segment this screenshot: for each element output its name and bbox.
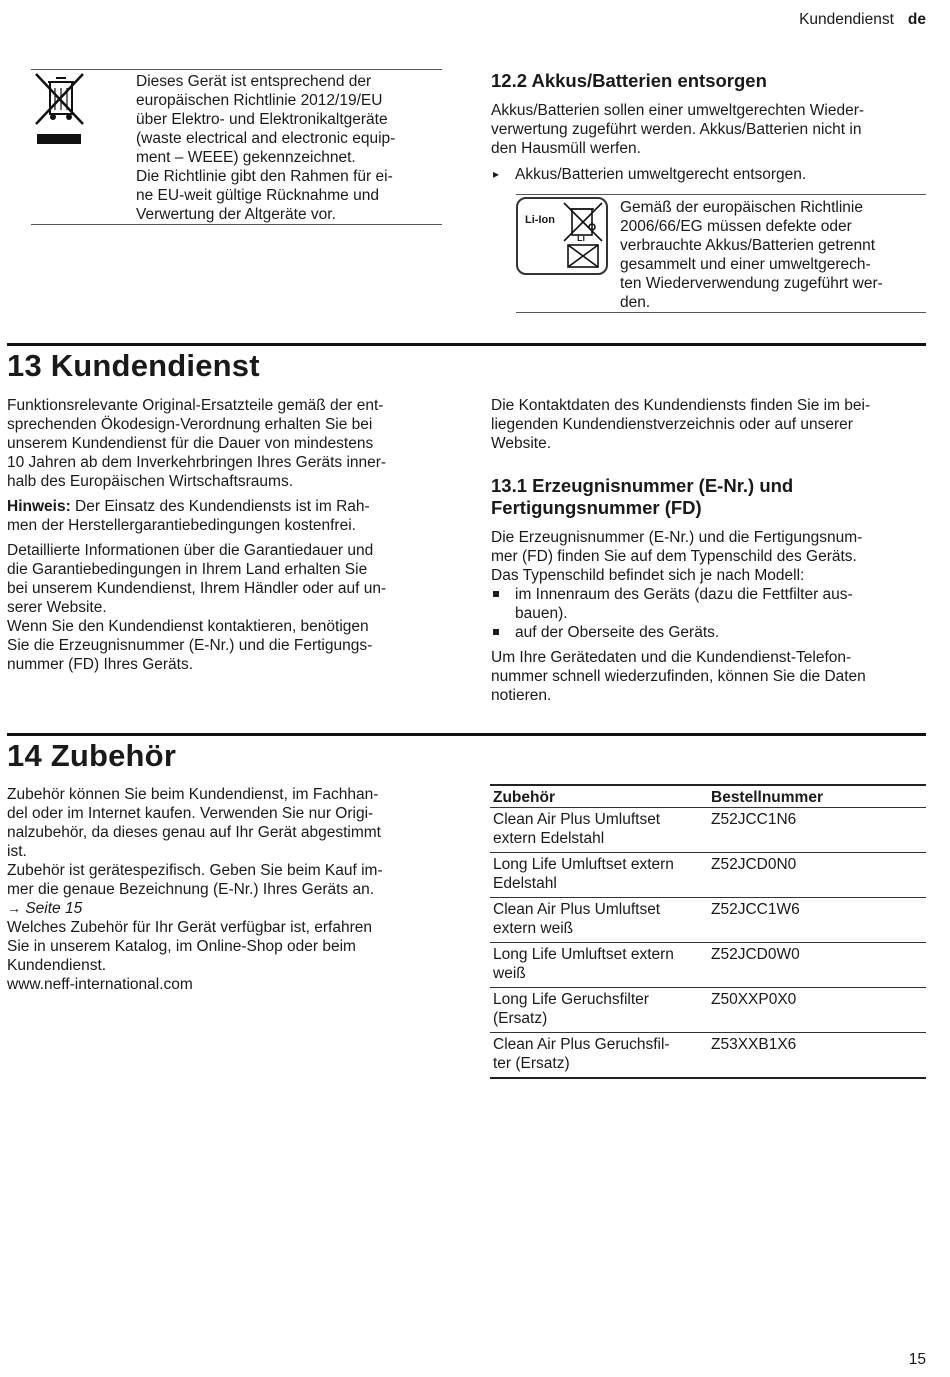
intro-line: verwertung zugeführt werden. Akkus/Batterien nicht in bbox=[491, 121, 862, 138]
order-number-cell: Z52JCC1N6 bbox=[708, 807, 926, 852]
battery-box-text bbox=[620, 198, 926, 312]
text-line: serer Website. bbox=[7, 599, 107, 616]
table-row bbox=[490, 897, 926, 942]
table-row bbox=[490, 807, 926, 852]
title-line: Fertigungsnummer (FD) bbox=[491, 497, 702, 518]
weee-bottom-rule bbox=[31, 224, 442, 225]
page-reference-link[interactable] bbox=[7, 899, 443, 918]
name-line: Long Life Geruchsfilter bbox=[493, 990, 649, 1008]
text-line: nalzubehör, da dieses genau auf Ihr Gerät abgestimmt bbox=[7, 824, 381, 841]
name-line: Clean Air Plus Geruchsfil- bbox=[493, 1035, 670, 1053]
order-number-cell: Z50XXP0X0 bbox=[708, 987, 926, 1032]
text-line: notieren. bbox=[491, 687, 552, 704]
accessories-table bbox=[490, 784, 926, 1079]
name-line: extern Edelstahl bbox=[493, 829, 605, 847]
text-line: Das Typenschild befindet sich je nach Modell: bbox=[491, 567, 805, 584]
section-13-left-column bbox=[7, 396, 443, 674]
text-line: im Innenraum des Geräts (dazu die Fettfilter aus- bbox=[515, 586, 853, 603]
text-line: Zubehör können Sie beim Kundendienst, im Fachhan- bbox=[7, 786, 379, 803]
text-line: nummer schnell wiederzufinden, können Sie die Daten bbox=[491, 668, 866, 685]
notes-paragraph bbox=[491, 648, 927, 705]
accessory-name-cell bbox=[490, 942, 708, 987]
accessory-name-cell bbox=[490, 1032, 708, 1078]
website-link[interactable]: www.neff-international.com bbox=[7, 976, 193, 993]
contact-paragraph bbox=[491, 396, 927, 453]
text-line: Sie in unserem Katalog, im Online-Shop oder beim bbox=[7, 938, 356, 955]
order-number-cell: Z52JCC1W6 bbox=[708, 897, 926, 942]
page-number: 15 bbox=[908, 1351, 926, 1368]
weee-line: (waste electrical and electronic equip- bbox=[136, 130, 396, 147]
type-plate-bullet bbox=[491, 585, 927, 623]
weee-bin-icon bbox=[31, 72, 87, 146]
table-row bbox=[490, 987, 926, 1032]
text-line: mer (FD) finden Sie auf dem Typenschild des Geräts. bbox=[491, 548, 857, 565]
section-12-2-title: 12.2 Akkus/Batterien entsorgen bbox=[491, 70, 767, 91]
table-row bbox=[490, 942, 926, 987]
title-line: 13.1 Erzeugnisnummer (E-Nr.) und bbox=[491, 475, 794, 496]
name-line: Long Life Umluftset extern bbox=[493, 855, 674, 873]
text-line: ist. bbox=[7, 843, 27, 860]
accessory-name-cell bbox=[490, 852, 708, 897]
box-line: den. bbox=[620, 294, 651, 311]
table-row bbox=[490, 1032, 926, 1078]
section-14-text bbox=[7, 785, 443, 994]
table-row bbox=[490, 852, 926, 897]
battery-box-top-rule bbox=[516, 194, 926, 195]
battery-box-bottom-rule bbox=[516, 312, 926, 313]
weee-line: ment – WEEE) gekennzeichnet. bbox=[136, 149, 356, 166]
weee-line: Verwertung der Altgeräte vor. bbox=[136, 206, 336, 223]
spare-parts-paragraph bbox=[7, 396, 443, 491]
text-line: sprechenden Ökodesign-Verordnung erhalten Sie bei bbox=[7, 416, 373, 433]
li-ion-battery-icon bbox=[516, 197, 608, 275]
name-line: Long Life Umluftset extern bbox=[493, 945, 674, 963]
text-line: Welches Zubehör für Ihr Gerät verfügbar ist, erfahren bbox=[7, 919, 372, 936]
warranty-paragraph bbox=[7, 541, 443, 674]
weee-line: ne EU-weit gültige Rücknahme und bbox=[136, 187, 379, 204]
accessory-name-cell bbox=[490, 987, 708, 1032]
text-line: Funktionsrelevante Original-Ersatzteile gemäß der ent- bbox=[7, 397, 384, 414]
column-header-accessory: Zubehör bbox=[490, 785, 708, 807]
box-line: ten Wiederverwendung zugeführt wer- bbox=[620, 275, 883, 292]
text-line: Um Ihre Gerätedaten und die Kundendienst-Telefon- bbox=[491, 649, 852, 666]
accessory-name-cell bbox=[490, 897, 708, 942]
text-line: del oder im Internet kaufen. Verwenden Sie nur Origi- bbox=[7, 805, 374, 822]
page-reference-text: Seite 15 bbox=[25, 900, 83, 917]
text-line: bauen). bbox=[515, 605, 568, 622]
weee-line: über Elektro- und Elektronikaltgeräte bbox=[136, 111, 388, 128]
name-line: extern weiß bbox=[493, 919, 574, 937]
text-line: Sie die Erzeugnisnummer (E-Nr.) und die Fertigungs- bbox=[7, 637, 373, 654]
text-line: nummer (FD) Ihres Geräts. bbox=[7, 656, 194, 673]
weee-line: Die Richtlinie gibt den Rahmen für ei- bbox=[136, 168, 393, 185]
text-line: Zubehör ist gerätespezifisch. Geben Sie beim Kauf im- bbox=[7, 862, 383, 879]
weee-line: europäischen Richtlinie 2012/19/EU bbox=[136, 92, 383, 109]
section-14-title: 14 Zubehör bbox=[7, 738, 177, 773]
text-line: Die Erzeugnisnummer (E-Nr.) und die Fertigungsnum- bbox=[491, 529, 863, 546]
text-line: die Garantiebedingungen in Ihrem Land erhalten Sie bbox=[7, 561, 368, 578]
note-paragraph bbox=[7, 497, 443, 535]
box-line: 2006/66/EG müssen defekte oder bbox=[620, 218, 852, 235]
box-line: Gemäß der europäischen Richtlinie bbox=[620, 199, 863, 216]
name-line: Clean Air Plus Umluftset bbox=[493, 810, 661, 828]
box-line: verbrauchte Akkus/Batterien getrennt bbox=[620, 237, 876, 254]
text-line: Die Kontaktdaten des Kundendiensts finden Sie im bei- bbox=[491, 397, 871, 414]
li-ion-label: Li-Ion bbox=[525, 214, 555, 226]
order-number-cell: Z52JCD0N0 bbox=[708, 852, 926, 897]
text-line: liegenden Kundendienstverzeichnis oder auf unserer bbox=[491, 416, 853, 433]
li-sub-label: Li bbox=[577, 233, 585, 243]
order-number-cell: Z52JCD0W0 bbox=[708, 942, 926, 987]
text-line: Website. bbox=[491, 435, 552, 452]
header-language: de bbox=[907, 11, 926, 28]
text-line: Kundendienst. bbox=[7, 957, 107, 974]
intro-line: Akkus/Batterien sollen einer umweltgerechten Wieder- bbox=[491, 102, 865, 119]
weee-top-rule bbox=[31, 69, 442, 70]
battery-bullet: ▸ Akkus/Batterien umweltgerecht entsorgen. bbox=[491, 165, 927, 184]
intro-line: den Hausmüll werfen. bbox=[491, 140, 641, 157]
name-line: (Ersatz) bbox=[493, 1009, 548, 1027]
type-plate-bullet: auf der Oberseite des Geräts. bbox=[491, 623, 927, 642]
accessory-name-cell bbox=[490, 807, 708, 852]
weee-line: Dieses Gerät ist entsprechend der bbox=[136, 73, 372, 90]
name-line: Edelstahl bbox=[493, 874, 557, 892]
order-number-cell: Z53XXB1X6 bbox=[708, 1032, 926, 1078]
text-line: mer die genaue Bezeichnung (E-Nr.) Ihres Geräts an. bbox=[7, 881, 375, 898]
name-line: weiß bbox=[493, 964, 526, 982]
running-header bbox=[799, 10, 926, 29]
section-13-1-body bbox=[491, 528, 927, 705]
section-13-1-title bbox=[491, 475, 927, 519]
text-line: 10 Jahren ab dem Inverkehrbringen Ihres Geräts inner- bbox=[7, 454, 387, 471]
header-section: Kundendienst bbox=[799, 11, 894, 28]
text-line: men der Herstellergarantiebedingungen kostenfrei. bbox=[7, 517, 356, 534]
name-line: Clean Air Plus Umluftset bbox=[493, 900, 661, 918]
arrow-right-icon: → bbox=[7, 900, 21, 916]
table-header-row bbox=[490, 785, 926, 807]
name-line: ter (Ersatz) bbox=[493, 1054, 570, 1072]
section-14-rule bbox=[7, 733, 926, 736]
section-12-2-intro bbox=[491, 101, 927, 158]
weee-text bbox=[136, 72, 442, 224]
text-line: Detaillierte Informationen über die Garantiedauer und bbox=[7, 542, 374, 559]
section-13-right-column bbox=[491, 396, 927, 453]
column-header-order-number: Bestellnummer bbox=[708, 785, 926, 807]
note-text: Der Einsatz des Kundendiensts ist im Rah- bbox=[70, 498, 370, 515]
text-line: bei unserem Kundendienst, Ihrem Händler oder auf un- bbox=[7, 580, 387, 597]
text-line: Wenn Sie den Kundendienst kontaktieren, benötigen bbox=[7, 618, 369, 635]
text-line: unserem Kundendienst für die Dauer von mindestens bbox=[7, 435, 374, 452]
text-line: halb des Europäischen Wirtschaftsraums. bbox=[7, 473, 294, 490]
section-13-rule bbox=[7, 343, 926, 346]
note-label: Hinweis: bbox=[7, 498, 71, 515]
box-line: gesammelt und einer umweltgerech- bbox=[620, 256, 871, 273]
section-13-title: 13 Kundendienst bbox=[7, 348, 260, 383]
